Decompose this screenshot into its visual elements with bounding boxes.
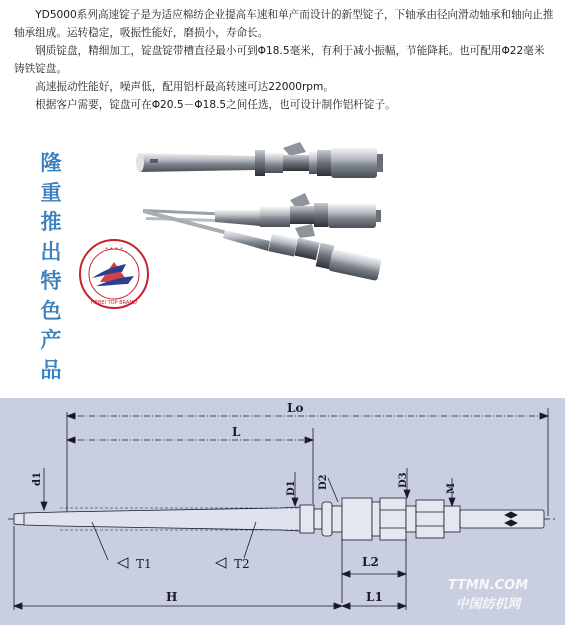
dim-label-Lo: Lo [287,401,304,415]
svg-text:• • • •: • • • • [104,246,124,252]
dim-label-H: H [166,590,178,604]
description-paragraph: YD5000系列高速锭子是为适应棉纺企业提高车速和单产而设计的新型锭子，下轴承由径向滑动轴承和轴向止推轴承组成。运转稳定，吸振性能好，磨损小，寿命长。 [14,9,554,39]
watermark-domain: TTMN.COM [447,578,529,593]
side-title-char: 色 [40,297,62,323]
dim-label-L1: L1 [366,590,383,604]
brand-logo [78,238,150,310]
side-title-char: 重 [40,179,62,205]
side-title-char: 隆 [40,150,62,175]
spindle-middle [143,193,381,228]
dim-label-L2: L2 [362,555,379,569]
side-title-char: 出 [40,238,62,264]
description-paragraph: 钢质锭盘，精细加工，锭盘锭带槽直径最小可到Φ18.5毫米，有利于减小振幅，节能降耗。也可配用Φ22毫米铸铁锭盘。 [14,45,545,75]
technical-drawing [0,398,565,625]
dim-label-M: M [446,482,457,494]
dim-label-D1: D1 [286,480,297,496]
description-paragraph: 根据客户需要，锭盘可在Φ20.5－Φ18.5之间任选，也可设计制作铝杆锭子。 [35,99,396,111]
description-paragraph: 高速振动性能好，噪声低，配用铝杆最高转速可达22000rpm。 [35,81,334,93]
side-title-char: 特 [40,268,62,293]
dim-label-d1: d1 [32,472,43,486]
svg-text:HEBEI TOP BRAND: HEBEI TOP BRAND [91,300,137,306]
dim-label-D2: D2 [318,474,329,490]
dim-label-D3: D3 [398,472,409,488]
watermark-site-name: 中国纺机网 [455,597,521,612]
side-title-char: 品 [40,356,62,382]
taper-label-T2: T2 [234,557,250,571]
taper-label-T1: T1 [136,557,152,571]
side-title [36,148,66,384]
dim-label-L: L [232,425,241,439]
side-title-char: 产 [40,327,62,352]
spindle-top [136,142,383,178]
side-title-char: 推 [40,209,62,234]
description-text [14,6,554,114]
